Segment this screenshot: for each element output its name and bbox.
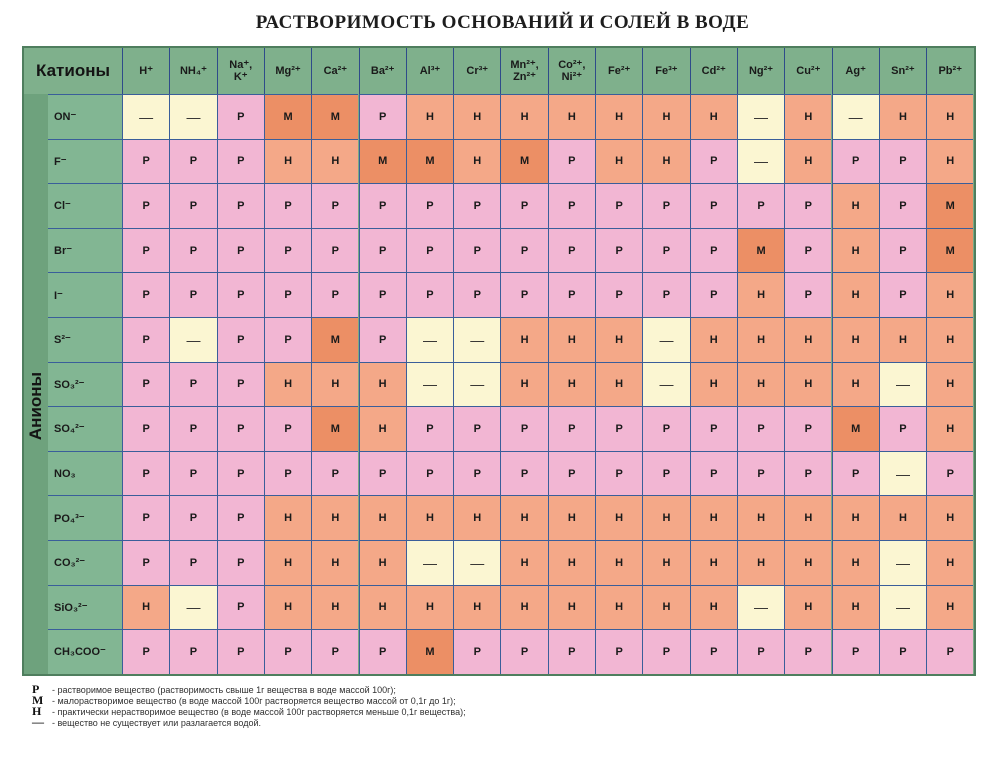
solubility-cell: P [264, 629, 311, 674]
solubility-cell: H [879, 495, 926, 540]
solubility-cell: P [642, 406, 689, 451]
solubility-cell: P [690, 272, 737, 317]
solubility-cell: P [169, 451, 216, 496]
solubility-cell: H [500, 317, 547, 362]
solubility-cell: P [784, 272, 831, 317]
solubility-cell: P [595, 629, 642, 674]
solubility-cell: P [784, 228, 831, 273]
solubility-cell: P [548, 272, 595, 317]
solubility-cell: H [832, 540, 879, 585]
solubility-cell: — [169, 585, 216, 630]
legend-row [32, 695, 732, 706]
solubility-cell: P [359, 94, 406, 139]
solubility-cell: P [737, 183, 784, 228]
solubility-cell: P [642, 629, 689, 674]
solubility-cell: H [311, 495, 358, 540]
solubility-cell: P [784, 451, 831, 496]
anion-label-cell: CH₃COO⁻ [48, 629, 122, 674]
solubility-cell: H [264, 362, 311, 407]
solubility-cell: H [737, 495, 784, 540]
solubility-cell: M [926, 228, 973, 273]
solubility-cell: H [122, 585, 169, 630]
solubility-cell: P [453, 272, 500, 317]
solubility-cell: H [690, 585, 737, 630]
anion-label-cell: SO₄²⁻ [48, 406, 122, 451]
solubility-cell: — [406, 317, 453, 362]
solubility-cell: P [217, 94, 264, 139]
solubility-cell: — [642, 362, 689, 407]
solubility-cell: P [453, 183, 500, 228]
solubility-cell: P [169, 629, 216, 674]
solubility-cell: P [832, 629, 879, 674]
cation-header-cell: Ng²⁺ [737, 48, 784, 94]
solubility-cell: P [784, 183, 831, 228]
solubility-cell: P [406, 272, 453, 317]
solubility-cell: P [217, 585, 264, 630]
solubility-cell: P [264, 272, 311, 317]
solubility-cell: P [737, 451, 784, 496]
solubility-cell: P [784, 406, 831, 451]
anion-label-cell: ON⁻ [48, 94, 122, 139]
cation-header-cell: Cd²⁺ [690, 48, 737, 94]
solubility-cell: M [406, 139, 453, 184]
solubility-cell: H [926, 406, 973, 451]
solubility-cell: P [642, 183, 689, 228]
solubility-cell: P [406, 451, 453, 496]
cation-header-cell: Cu²⁺ [784, 48, 831, 94]
solubility-cell: H [548, 540, 595, 585]
solubility-cell: P [737, 406, 784, 451]
solubility-cell: H [642, 139, 689, 184]
solubility-cell: P [217, 629, 264, 674]
solubility-cell: H [595, 495, 642, 540]
solubility-cell: H [926, 272, 973, 317]
solubility-cell: P [217, 272, 264, 317]
solubility-cell: M [311, 317, 358, 362]
solubility-cell: H [690, 540, 737, 585]
solubility-cell: P [690, 406, 737, 451]
solubility-cell: H [926, 139, 973, 184]
solubility-cell: P [406, 183, 453, 228]
solubility-cell: P [311, 451, 358, 496]
anion-label-cell: CO₃²⁻ [48, 540, 122, 585]
solubility-cell: M [311, 94, 358, 139]
solubility-cell: P [122, 540, 169, 585]
solubility-cell: P [359, 317, 406, 362]
solubility-cell: — [737, 585, 784, 630]
solubility-cell: P [500, 228, 547, 273]
cation-header-cell: Ca²⁺ [311, 48, 358, 94]
solubility-cell: H [500, 362, 547, 407]
solubility-cell: P [359, 183, 406, 228]
anion-label-cell: SO₃²⁻ [48, 362, 122, 407]
solubility-cell: P [595, 183, 642, 228]
anion-label-cell: Cl⁻ [48, 183, 122, 228]
solubility-cell: P [217, 495, 264, 540]
solubility-cell: — [737, 139, 784, 184]
solubility-cell: P [359, 228, 406, 273]
solubility-cell: H [832, 362, 879, 407]
solubility-cell: P [595, 451, 642, 496]
solubility-cell: H [642, 540, 689, 585]
solubility-cell: P [311, 629, 358, 674]
legend-text: - практически нерастворимое вещество (в воде массой 100г растворяется меньше 0,1г вещества); [52, 706, 466, 717]
solubility-cell: P [548, 451, 595, 496]
solubility-cell: P [500, 406, 547, 451]
cation-header-cell: NH₄⁺ [169, 48, 216, 94]
solubility-cell: P [169, 495, 216, 540]
solubility-cell: P [122, 495, 169, 540]
solubility-cell: M [832, 406, 879, 451]
solubility-cell: H [595, 362, 642, 407]
solubility-cell: H [595, 139, 642, 184]
solubility-cell: P [169, 272, 216, 317]
cation-header-cell: Ba²⁺ [359, 48, 406, 94]
solubility-cell: H [264, 495, 311, 540]
solubility-cell: H [737, 540, 784, 585]
solubility-cell: P [169, 139, 216, 184]
solubility-cell: P [595, 406, 642, 451]
solubility-cell: H [832, 183, 879, 228]
solubility-cell: H [264, 585, 311, 630]
solubility-cell: P [217, 139, 264, 184]
solubility-cell: P [500, 183, 547, 228]
solubility-cell: P [169, 228, 216, 273]
solubility-cell: P [169, 540, 216, 585]
solubility-cell: H [453, 94, 500, 139]
cation-header-row [24, 48, 974, 94]
solubility-cell: P [406, 228, 453, 273]
solubility-cell: P [217, 451, 264, 496]
solubility-cell: P [311, 183, 358, 228]
solubility-cell: P [926, 451, 973, 496]
cation-header-cell: Pb²⁺ [926, 48, 973, 94]
solubility-cell: P [264, 183, 311, 228]
solubility-cell: P [879, 139, 926, 184]
solubility-cell: — [879, 585, 926, 630]
cation-header-cell: Ag⁺ [832, 48, 879, 94]
solubility-cell: P [122, 139, 169, 184]
solubility-cell: P [500, 272, 547, 317]
solubility-cell: P [122, 183, 169, 228]
solubility-cell: H [737, 272, 784, 317]
solubility-cell: H [595, 317, 642, 362]
legend-text: - вещество не существует или разлагается водой. [52, 717, 261, 728]
solubility-cell: H [264, 540, 311, 585]
solubility-cell: H [737, 362, 784, 407]
solubility-cell: P [500, 629, 547, 674]
solubility-cell: H [453, 139, 500, 184]
solubility-cell: — [169, 317, 216, 362]
solubility-cell: P [122, 362, 169, 407]
solubility-cell: — [406, 362, 453, 407]
solubility-cell: H [359, 362, 406, 407]
solubility-cell: H [311, 585, 358, 630]
solubility-table [22, 46, 976, 676]
solubility-cell: P [690, 451, 737, 496]
solubility-cell: — [642, 317, 689, 362]
solubility-cell: H [264, 139, 311, 184]
solubility-cell: — [169, 94, 216, 139]
solubility-cell: H [453, 495, 500, 540]
cation-header-cell: Fe²⁺ [595, 48, 642, 94]
solubility-cell: P [122, 406, 169, 451]
solubility-cell: P [122, 228, 169, 273]
anion-label-cell: S²⁻ [48, 317, 122, 362]
solubility-cell: — [879, 362, 926, 407]
solubility-cell: P [169, 183, 216, 228]
cation-header-cell: Al³⁺ [406, 48, 453, 94]
solubility-cell: P [548, 406, 595, 451]
anion-label-cell: I⁻ [48, 272, 122, 317]
legend-text: - растворимое вещество (растворимость свыше 1г вещества в воде массой 100г); [52, 684, 396, 695]
solubility-cell: P [879, 228, 926, 273]
solubility-cell: P [264, 317, 311, 362]
solubility-cell: M [311, 406, 358, 451]
solubility-cell: P [217, 406, 264, 451]
solubility-cell: — [453, 317, 500, 362]
legend-row [32, 684, 732, 695]
cation-header-cell: Mg²⁺ [264, 48, 311, 94]
cations-header-label: Катионы [36, 61, 110, 80]
solubility-cell: P [122, 629, 169, 674]
solubility-cell: H [359, 585, 406, 630]
solubility-cell: H [832, 272, 879, 317]
solubility-cell: — [832, 94, 879, 139]
solubility-cell: H [311, 139, 358, 184]
legend-key: — [32, 715, 44, 729]
solubility-cell: P [217, 228, 264, 273]
solubility-cell: — [879, 451, 926, 496]
solubility-cell: H [500, 540, 547, 585]
cation-header-cell: Na⁺, K⁺ [217, 48, 264, 94]
solubility-cell: — [453, 362, 500, 407]
solubility-cell: H [690, 362, 737, 407]
solubility-cell: H [784, 317, 831, 362]
anions-side-column [24, 94, 48, 674]
solubility-cell: — [879, 540, 926, 585]
solubility-cell: H [784, 585, 831, 630]
solubility-cell: H [453, 585, 500, 630]
solubility-cell: H [737, 317, 784, 362]
solubility-cell: P [453, 228, 500, 273]
solubility-cell: H [642, 585, 689, 630]
solubility-cell: P [359, 272, 406, 317]
solubility-cell: P [642, 228, 689, 273]
cation-header-cell: Co²⁺, Ni²⁺ [548, 48, 595, 94]
solubility-cell: H [879, 317, 926, 362]
solubility-cell: H [784, 362, 831, 407]
solubility-cell: H [879, 94, 926, 139]
solubility-cell: H [406, 585, 453, 630]
solubility-cell: P [453, 451, 500, 496]
solubility-cell: H [926, 94, 973, 139]
page-title: РАСТВОРИМОСТЬ ОСНОВАНИЙ И СОЛЕЙ В ВОДЕ [255, 12, 750, 33]
solubility-cell: H [784, 540, 831, 585]
solubility-cell: H [500, 94, 547, 139]
solubility-cell: P [642, 451, 689, 496]
solubility-cell: H [500, 495, 547, 540]
solubility-cell: H [595, 94, 642, 139]
solubility-cell: M [737, 228, 784, 273]
solubility-cell: — [406, 540, 453, 585]
solubility-cell: H [784, 495, 831, 540]
solubility-cell: P [926, 629, 973, 674]
anions-side-label: Анионы [26, 371, 45, 441]
solubility-cell: H [359, 495, 406, 540]
solubility-cell: P [217, 540, 264, 585]
solubility-cell: P [548, 183, 595, 228]
cation-header-cell: Mn²⁺, Zn²⁺ [500, 48, 547, 94]
solubility-cell: P [548, 629, 595, 674]
solubility-cell: H [311, 362, 358, 407]
solubility-cell: P [690, 629, 737, 674]
legend-row [32, 706, 732, 717]
solubility-cell: H [642, 495, 689, 540]
anion-label-cell: Br⁻ [48, 228, 122, 273]
solubility-cell: H [548, 94, 595, 139]
solubility-cell: P [879, 183, 926, 228]
solubility-cell: P [264, 451, 311, 496]
solubility-cell: P [311, 272, 358, 317]
solubility-cell: H [690, 317, 737, 362]
solubility-cell: P [737, 629, 784, 674]
cation-header-cell: Fe³⁺ [642, 48, 689, 94]
solubility-cell: H [832, 495, 879, 540]
solubility-cell: P [359, 629, 406, 674]
solubility-cell: H [832, 228, 879, 273]
solubility-cell: M [264, 94, 311, 139]
solubility-cell: P [642, 272, 689, 317]
solubility-cell: H [595, 540, 642, 585]
solubility-cell: H [548, 317, 595, 362]
solubility-cell: P [879, 272, 926, 317]
solubility-cell: P [264, 406, 311, 451]
solubility-cell: H [406, 94, 453, 139]
solubility-cell: H [690, 94, 737, 139]
solubility-cell: P [122, 317, 169, 362]
anion-label-cell: SiO₃²⁻ [48, 585, 122, 630]
solubility-cell: H [548, 362, 595, 407]
solubility-cell: H [548, 585, 595, 630]
solubility-cell: H [311, 540, 358, 585]
legend-key: Р [32, 682, 40, 696]
legend-text: - малорастворимое вещество (в воде массой 100г растворяется вещество массой от 0,1г до 1г); [52, 695, 456, 706]
solubility-cell: P [264, 228, 311, 273]
solubility-cell: P [784, 629, 831, 674]
solubility-cell: H [595, 585, 642, 630]
solubility-cell: H [926, 495, 973, 540]
solubility-cell: P [832, 139, 879, 184]
solubility-cell: H [926, 540, 973, 585]
solubility-cell: P [879, 629, 926, 674]
solubility-cell: P [832, 451, 879, 496]
legend [32, 684, 732, 728]
solubility-cell: H [406, 495, 453, 540]
solubility-cell: P [217, 317, 264, 362]
solubility-cell: P [311, 228, 358, 273]
anion-label-cell: NO₃ [48, 451, 122, 496]
solubility-cell: P [122, 451, 169, 496]
solubility-cell: P [169, 406, 216, 451]
solubility-cell: P [169, 362, 216, 407]
solubility-cell: P [690, 139, 737, 184]
solubility-cell: — [453, 540, 500, 585]
solubility-cell: H [784, 94, 831, 139]
solubility-cell: — [737, 94, 784, 139]
solubility-cell: M [406, 629, 453, 674]
solubility-cell: H [832, 317, 879, 362]
solubility-cell: P [453, 406, 500, 451]
solubility-cell: H [359, 540, 406, 585]
solubility-cell: P [217, 362, 264, 407]
solubility-cell: H [642, 94, 689, 139]
solubility-cell: P [359, 451, 406, 496]
solubility-cell: M [359, 139, 406, 184]
anion-label-cell: PO₄³⁻ [48, 495, 122, 540]
solubility-cell: P [690, 183, 737, 228]
solubility-cell: H [832, 585, 879, 630]
legend-key: Н [32, 704, 42, 718]
solubility-cell: H [548, 495, 595, 540]
solubility-cell: P [453, 629, 500, 674]
legend-key: М [32, 693, 44, 707]
solubility-cell: P [406, 406, 453, 451]
solubility-cell: P [217, 183, 264, 228]
solubility-cell: H [690, 495, 737, 540]
anion-label-cell: F⁻ [48, 139, 122, 184]
solubility-cell: P [548, 139, 595, 184]
solubility-cell: P [879, 406, 926, 451]
solubility-cell: P [595, 272, 642, 317]
solubility-cell: P [548, 228, 595, 273]
cation-header-cell: Cr³⁺ [453, 48, 500, 94]
solubility-cell: M [926, 183, 973, 228]
solubility-cell: H [926, 585, 973, 630]
cation-header-cell: H⁺ [122, 48, 169, 94]
solubility-cell: — [122, 94, 169, 139]
cation-header-cell: Sn²⁺ [879, 48, 926, 94]
solubility-cell: P [595, 228, 642, 273]
solubility-cell: P [500, 451, 547, 496]
solubility-cell: H [926, 362, 973, 407]
solubility-cell: H [500, 585, 547, 630]
solubility-cell: P [122, 272, 169, 317]
solubility-cell: H [784, 139, 831, 184]
solubility-cell: P [690, 228, 737, 273]
solubility-cell: M [500, 139, 547, 184]
legend-row [32, 717, 732, 728]
solubility-cell: H [359, 406, 406, 451]
solubility-cell: H [926, 317, 973, 362]
